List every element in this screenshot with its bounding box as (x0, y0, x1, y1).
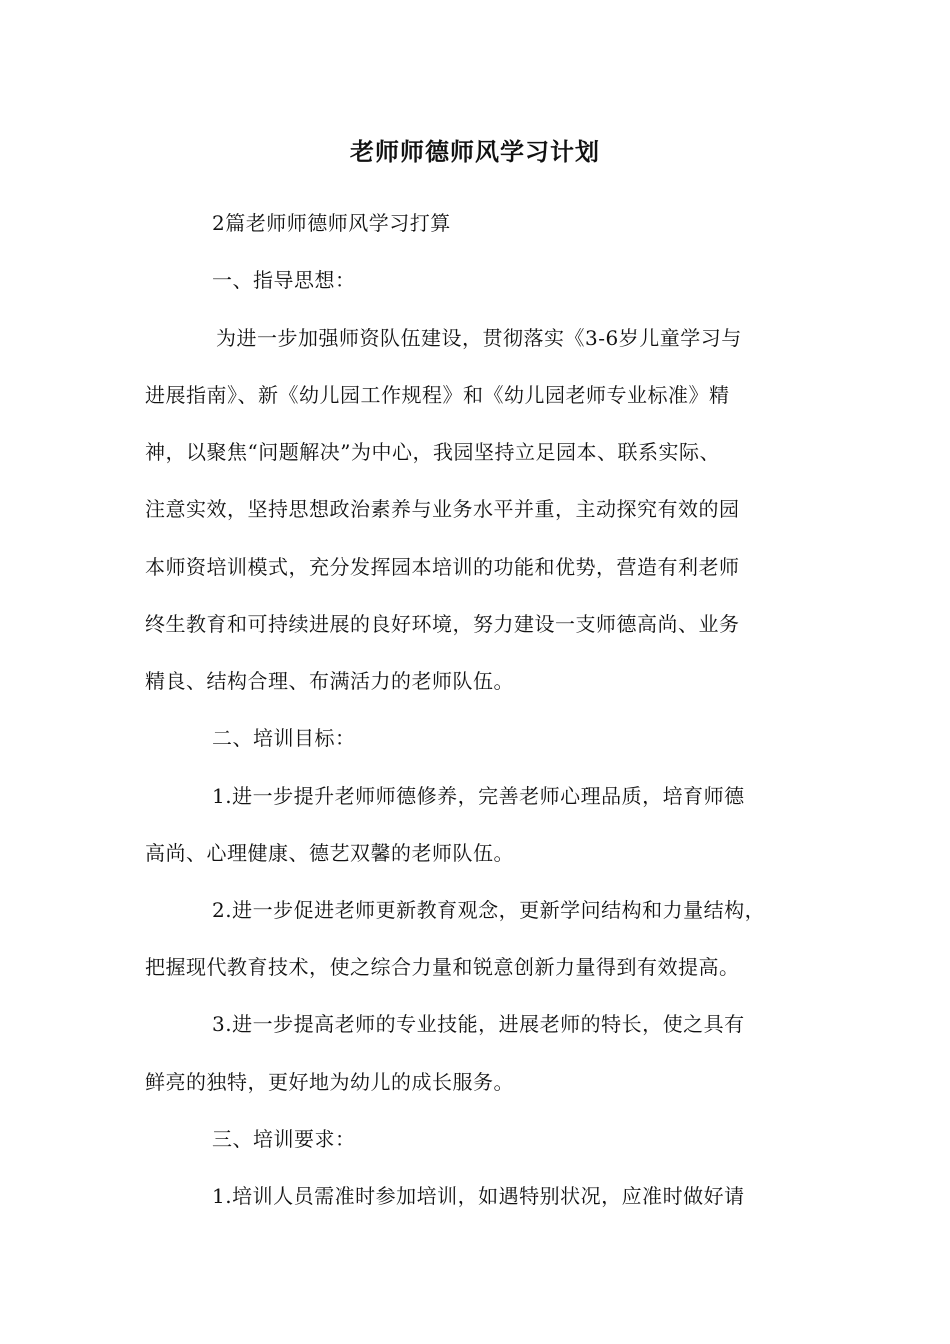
section-heading-training-requirements: 三、培训要求： (212, 1127, 356, 1151)
paragraph-line: 注意实效，坚持思想政治素养与业务水平并重，主动探究有效的园 (145, 497, 740, 521)
paragraph-line: 为进一步加强师资队伍建设，贯彻落实《3-6岁儿童学习与 (216, 326, 742, 350)
paragraph-line: 精良、结构合理、布满活力的老师队伍。 (145, 669, 514, 693)
list-item-line: 把握现代教育技术，使之综合力量和锐意创新力量得到有效提高。 (145, 955, 740, 979)
section-heading-training-goals: 二、培训目标： (212, 726, 356, 750)
list-item-line: 1.进一步提升老师师德修养，完善老师心理品质，培育师德 (212, 784, 745, 808)
section-heading-guiding-thought: 一、指导思想： (212, 268, 356, 292)
paragraph-line: 进展指南》、新《幼儿园工作规程》和《幼儿园老师专业标准》精 (145, 383, 730, 407)
list-item-line: 3.进一步提高老师的专业技能，进展老师的特长，使之具有 (212, 1012, 745, 1036)
list-item-line: 鲜亮的独特，更好地为幼儿的成长服务。 (145, 1070, 514, 1094)
paragraph-line: 神，以聚焦“问题解决”为中心，我园坚持立足园本、联系实际、 (145, 440, 720, 464)
list-item-line: 1.培训人员需准时参加培训，如遇特别状况，应准时做好请 (212, 1184, 745, 1208)
subtitle-line: 2篇老师师德师风学习打算 (212, 211, 451, 235)
list-item-line: 高尚、心理健康、德艺双馨的老师队伍。 (145, 841, 514, 865)
paragraph-line: 终生教育和可持续进展的良好环境，努力建设一支师德高尚、业务 (145, 612, 740, 636)
paragraph-line: 本师资培训模式，充分发挥园本培训的功能和优势，营造有利老师 (145, 555, 740, 579)
document-title: 老师师德师风学习计划 (350, 137, 600, 166)
list-item-line: 2.进一步促进老师更新教育观念，更新学问结构和力量结构， (212, 898, 766, 922)
